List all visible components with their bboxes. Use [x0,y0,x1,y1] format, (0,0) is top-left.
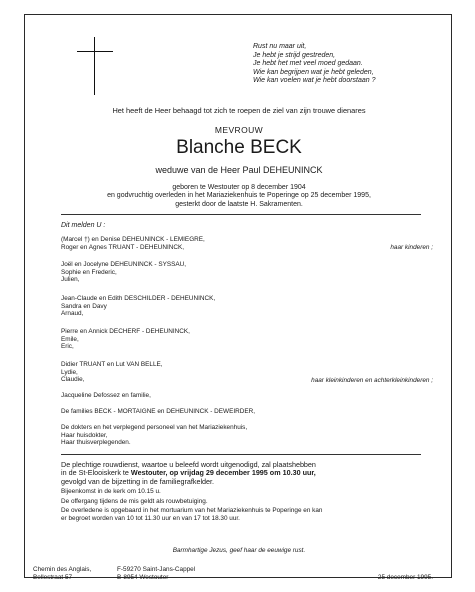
list-item: Pierre en Annick DECHERF - DEHEUNINCK, [61,328,190,335]
deceased-name: Blanche BECK [176,137,302,158]
poem-line: Je hebt je strijd gestreden, [253,51,336,59]
ceremony-line: in de St-Elooiskerk te Westouter, op vrijdag 29 december 1995 om 10.30 uur, [61,468,316,478]
prayer: Barmhartige Jezus, geef haar de eeuwige rust. [172,547,306,554]
poem-line: Wie kan voelen wat je hebt doorstaan ? [253,77,376,85]
ceremony-line: er begroet worden van 10 tot 11.30 uur en van 17 tot 18.30 uur. [61,515,240,522]
poem-line: Je hebt het met veel moed gedaan. [253,60,363,68]
address-line: Bellestraat 57 [33,573,73,581]
list-item: Sandra en Davy [61,302,107,310]
poem-line: Rust nu maar uit, [253,43,307,50]
grandchildren-group [61,261,186,284]
birth-line: geboren te Westouter op 8 december 1904 [172,184,306,191]
list-item: Jean-Claude en Edith DESCHILDER - DEHEUNINCK, [61,295,216,302]
ceremony-datetime: Westouter, op vrijdag 29 december 1995 om 10.30 uur, [130,468,316,478]
address-line: B-8954 Westouter [117,573,169,581]
address-column [117,566,195,581]
ceremony-block [61,461,322,523]
notice-date: 25 december 1995. [377,574,433,581]
ceremony-line: De overledene is opgebaard in het mortuarium van het Mariaziekenhuis te Poperinge en kan [61,507,323,515]
list-item: Lydie, [61,368,78,376]
list-item: De dokters en het verplegend personeel van het Mariaziekenhuis, [61,424,248,431]
list-item: Didier TRUANT en Lut VAN BELLE, [61,361,163,368]
list-item: (Marcel †) en Denise DEHEUNINCK - LEMIEGRE, [61,236,205,243]
staff-list [61,424,247,447]
ceremony-line: De plechtige rouwdienst, waartoe u beleefd wordt uitgenodigd, zal plaatshebben [61,460,316,469]
intro-text: Het heeft de Heer behaagd tot zich te roepen de ziel van zijn trouwe dienares [112,106,366,115]
widow-line: weduwe van de Heer Paul DEHEUNINCK [155,165,323,175]
honorific: MEVROUW [214,125,264,135]
address-line: F-59270 Saint-Jans-Cappel [117,566,196,573]
list-item: Emile, [61,335,79,343]
poem [253,43,376,86]
announcement-heading: Dit melden U : [61,222,106,229]
ceremony-line: gevolgd van de bijzetting in de familiegrafkelder. [61,476,215,486]
list-item: Sophie en Frederic, [61,268,117,276]
divider [61,454,421,455]
divider [61,214,421,215]
list-item: Claudie, [61,376,85,384]
cross-icon [77,37,113,95]
sacrament-line: gesterkt door de laatste H. Sakramenten. [175,200,303,208]
ceremony-line: De offergang tijdens de mis geldt als rouwbetuiging. [61,497,208,505]
list-item: Haar thuisverplegenden. [61,439,131,447]
children-list [61,236,205,251]
list-item: Haar huisdokter, [61,431,108,439]
funeral-notice [24,14,452,581]
family-line: Jacqueline Defossez en familie, [61,392,151,399]
death-line: en godvruchtig overleden in het Mariaziekenhuis te Poperinge op 25 december 1995, [107,192,371,200]
address-line: Chemin des Anglais, [33,566,92,573]
life-details [25,184,453,209]
children-label: haar kinderen ; [390,244,433,251]
list-item: Roger en Agnes TRUANT - DEHEUNINCK, [61,243,185,251]
list-item: Julien, [61,276,80,284]
poem-line: Wie kan begrijpen wat je hebt geleden, [253,68,374,76]
list-item: Eric, [61,343,74,351]
family-line: De families BECK - MORTAIGNE en DEHEUNINCK - DEWEIRDER, [61,408,255,415]
grandchildren-label: haar kleinkinderen en achterkleinkinderen ; [311,377,433,384]
address-column [33,566,91,581]
list-item: Arnaud, [61,310,84,318]
ceremony-line: Bijeenkomst in de kerk om 10.15 u. [61,488,161,496]
grandchildren-group [61,328,190,351]
grandchildren-group [61,361,163,384]
grandchildren-group [61,295,215,318]
list-item: Joël en Jocelyne DEHEUNINCK - SYSSAU, [61,261,187,268]
